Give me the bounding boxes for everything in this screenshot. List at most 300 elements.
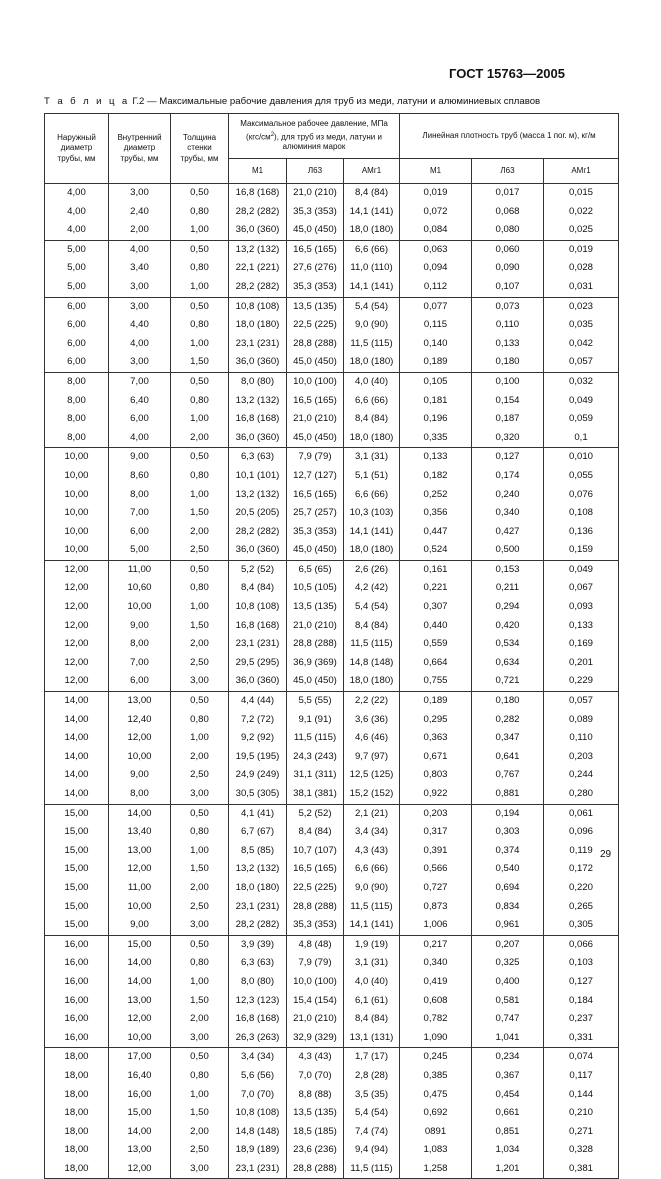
cell-wall-thickness: 0,50: [171, 184, 229, 203]
cell-pressure-m1: 13,2 (132): [229, 860, 287, 879]
cell-density-m1: 0,566: [400, 860, 472, 879]
table-row: [45, 898, 619, 917]
table-row: [45, 259, 619, 278]
cell-pressure-amg1: 10,3 (103): [344, 504, 400, 523]
cell-inner-diameter: 10,00: [109, 1029, 171, 1048]
cell-density-l63: 0,060: [472, 240, 544, 259]
cell-inner-diameter: 3,00: [109, 184, 171, 203]
cell-inner-diameter: 6,00: [109, 410, 171, 429]
caption-prefix: Т а б л и ц а: [44, 96, 130, 107]
cell-density-amg1: 0,093: [544, 598, 619, 617]
cell-wall-thickness: 0,80: [171, 711, 229, 730]
table-row: [45, 504, 619, 523]
cell-density-amg1: 0,280: [544, 785, 619, 804]
cell-pressure-amg1: 1,7 (17): [344, 1048, 400, 1067]
cell-pressure-amg1: 9,4 (94): [344, 1141, 400, 1160]
cell-inner-diameter: 17,00: [109, 1048, 171, 1067]
cell-inner-diameter: 7,00: [109, 654, 171, 673]
cell-density-m1: 0,133: [400, 448, 472, 467]
cell-density-l63: 0,320: [472, 429, 544, 448]
cell-inner-diameter: 6,40: [109, 392, 171, 411]
cell-outer-diameter: 18,00: [45, 1160, 109, 1179]
cell-inner-diameter: 13,40: [109, 823, 171, 842]
cell-density-amg1: 0,057: [544, 353, 619, 372]
cell-density-m1: 0,203: [400, 804, 472, 823]
cell-inner-diameter: 3,00: [109, 297, 171, 316]
cell-pressure-m1: 6,3 (63): [229, 448, 287, 467]
cell-wall-thickness: 0,50: [171, 1048, 229, 1067]
cell-wall-thickness: 1,00: [171, 729, 229, 748]
cell-density-amg1: 0,117: [544, 1067, 619, 1086]
cell-density-m1: 0,317: [400, 823, 472, 842]
cell-density-amg1: 0,076: [544, 486, 619, 505]
cell-inner-diameter: 10,00: [109, 598, 171, 617]
table-row: [45, 973, 619, 992]
table-caption: [44, 96, 540, 107]
cell-pressure-l63: 8,8 (88): [287, 1086, 344, 1105]
cell-pressure-l63: 13,5 (135): [287, 598, 344, 617]
cell-pressure-m1: 30,5 (305): [229, 785, 287, 804]
col-wall-thickness: Толщина стенки трубы, мм: [171, 114, 229, 184]
cell-inner-diameter: 4,40: [109, 316, 171, 335]
cell-pressure-amg1: 3,5 (35): [344, 1086, 400, 1105]
cell-inner-diameter: 3,00: [109, 278, 171, 297]
table-row: [45, 579, 619, 598]
standard-number: ГОСТ 15763—2005: [449, 66, 565, 81]
cell-pressure-m1: 26,3 (263): [229, 1029, 287, 1048]
cell-wall-thickness: 1,00: [171, 278, 229, 297]
cell-outer-diameter: 10,00: [45, 523, 109, 542]
cell-outer-diameter: 4,00: [45, 221, 109, 240]
cell-pressure-l63: 21,0 (210): [287, 617, 344, 636]
cell-density-l63: 1,041: [472, 1029, 544, 1048]
cell-pressure-l63: 38,1 (381): [287, 785, 344, 804]
table-row: [45, 184, 619, 203]
cell-density-l63: 0,282: [472, 711, 544, 730]
table-row: [45, 654, 619, 673]
cell-pressure-m1: 18,0 (180): [229, 316, 287, 335]
cell-density-m1: 0,063: [400, 240, 472, 259]
cell-wall-thickness: 2,50: [171, 654, 229, 673]
cell-pressure-amg1: 4,3 (43): [344, 842, 400, 861]
cell-density-m1: 0,559: [400, 635, 472, 654]
cell-outer-diameter: 12,00: [45, 598, 109, 617]
cell-pressure-amg1: 3,1 (31): [344, 448, 400, 467]
cell-inner-diameter: 3,40: [109, 259, 171, 278]
cell-pressure-l63: 45,0 (450): [287, 672, 344, 691]
table-row: [45, 823, 619, 842]
cell-density-amg1: 0,010: [544, 448, 619, 467]
table-row: [45, 278, 619, 297]
table-row: [45, 729, 619, 748]
cell-pressure-m1: 8,0 (80): [229, 973, 287, 992]
cell-pressure-m1: 16,8 (168): [229, 617, 287, 636]
cell-density-l63: 0,180: [472, 692, 544, 711]
cell-density-amg1: 0,159: [544, 541, 619, 560]
cell-pressure-l63: 21,0 (210): [287, 410, 344, 429]
cell-pressure-amg1: 11,5 (115): [344, 635, 400, 654]
cell-wall-thickness: 0,50: [171, 935, 229, 954]
cell-wall-thickness: 0,80: [171, 954, 229, 973]
cell-outer-diameter: 18,00: [45, 1048, 109, 1067]
table-row: [45, 748, 619, 767]
cell-pressure-m1: 23,1 (231): [229, 335, 287, 354]
cell-inner-diameter: 14,00: [109, 973, 171, 992]
cell-density-l63: 0,500: [472, 541, 544, 560]
cell-outer-diameter: 18,00: [45, 1067, 109, 1086]
pressure-table: [44, 113, 619, 1179]
cell-inner-diameter: 14,00: [109, 804, 171, 823]
cell-pressure-l63: 22,5 (225): [287, 316, 344, 335]
table-row: [45, 1086, 619, 1105]
cell-inner-diameter: 11,00: [109, 879, 171, 898]
cell-pressure-l63: 4,3 (43): [287, 1048, 344, 1067]
cell-density-m1: 1,090: [400, 1029, 472, 1048]
cell-density-m1: 0,335: [400, 429, 472, 448]
cell-pressure-m1: 6,7 (67): [229, 823, 287, 842]
cell-outer-diameter: 14,00: [45, 729, 109, 748]
cell-density-amg1: 0,074: [544, 1048, 619, 1067]
cell-density-l63: 0,540: [472, 860, 544, 879]
cell-density-amg1: 0,061: [544, 804, 619, 823]
cell-pressure-l63: 10,0 (100): [287, 372, 344, 391]
cell-density-m1: 0,112: [400, 278, 472, 297]
cell-pressure-l63: 7,0 (70): [287, 1067, 344, 1086]
cell-pressure-m1: 4,4 (44): [229, 692, 287, 711]
cell-wall-thickness: 3,00: [171, 1029, 229, 1048]
cell-inner-diameter: 15,00: [109, 935, 171, 954]
cell-density-m1: 0,189: [400, 353, 472, 372]
cell-pressure-amg1: 18,0 (180): [344, 541, 400, 560]
table-row: [45, 1160, 619, 1179]
cell-inner-diameter: 16,00: [109, 1086, 171, 1105]
cell-wall-thickness: 2,00: [171, 1010, 229, 1029]
cell-density-amg1: 0,144: [544, 1086, 619, 1105]
cell-inner-diameter: 9,00: [109, 916, 171, 935]
cell-pressure-l63: 12,7 (127): [287, 467, 344, 486]
cell-density-l63: 0,420: [472, 617, 544, 636]
table-row: [45, 541, 619, 560]
cell-wall-thickness: 3,00: [171, 916, 229, 935]
cell-inner-diameter: 12,00: [109, 729, 171, 748]
cell-pressure-amg1: 2,2 (22): [344, 692, 400, 711]
table-row: [45, 335, 619, 354]
cell-density-amg1: 0,089: [544, 711, 619, 730]
cell-outer-diameter: 15,00: [45, 860, 109, 879]
cell-outer-diameter: 8,00: [45, 392, 109, 411]
cell-inner-diameter: 15,00: [109, 1104, 171, 1123]
table-row: [45, 448, 619, 467]
cell-pressure-m1: 36,0 (360): [229, 429, 287, 448]
cell-density-amg1: 0,1: [544, 429, 619, 448]
cell-pressure-m1: 8,0 (80): [229, 372, 287, 391]
cell-pressure-l63: 22,5 (225): [287, 879, 344, 898]
cell-pressure-amg1: 14,1 (141): [344, 523, 400, 542]
cell-pressure-m1: 28,2 (282): [229, 916, 287, 935]
cell-outer-diameter: 10,00: [45, 541, 109, 560]
cell-wall-thickness: 1,50: [171, 353, 229, 372]
cell-pressure-l63: 4,8 (48): [287, 935, 344, 954]
cell-pressure-amg1: 12,5 (125): [344, 766, 400, 785]
cell-density-m1: 0,385: [400, 1067, 472, 1086]
cell-wall-thickness: 0,80: [171, 392, 229, 411]
cell-pressure-m1: 13,2 (132): [229, 240, 287, 259]
cell-inner-diameter: 8,00: [109, 635, 171, 654]
cell-pressure-l63: 10,5 (105): [287, 579, 344, 598]
cell-pressure-l63: 45,0 (450): [287, 541, 344, 560]
cell-pressure-amg1: 15,2 (152): [344, 785, 400, 804]
row-group: [45, 1048, 619, 1179]
cell-density-m1: 0,252: [400, 486, 472, 505]
cell-pressure-l63: 21,0 (210): [287, 1010, 344, 1029]
table-row: [45, 1104, 619, 1123]
cell-pressure-l63: 21,0 (210): [287, 184, 344, 203]
cell-pressure-amg1: 8,4 (84): [344, 184, 400, 203]
cell-outer-diameter: 5,00: [45, 259, 109, 278]
cell-inner-diameter: 4,00: [109, 335, 171, 354]
table-row: [45, 879, 619, 898]
cell-pressure-l63: 18,5 (185): [287, 1123, 344, 1142]
cell-density-m1: 0,664: [400, 654, 472, 673]
cell-pressure-l63: 15,4 (154): [287, 992, 344, 1011]
cell-density-l63: 0,340: [472, 504, 544, 523]
cell-pressure-m1: 16,8 (168): [229, 410, 287, 429]
cell-pressure-l63: 24,3 (243): [287, 748, 344, 767]
cell-density-m1: 0,922: [400, 785, 472, 804]
cell-pressure-amg1: 14,1 (141): [344, 278, 400, 297]
cell-inner-diameter: 4,00: [109, 429, 171, 448]
cell-pressure-l63: 16,5 (165): [287, 240, 344, 259]
cell-pressure-amg1: 14,1 (141): [344, 916, 400, 935]
cell-density-l63: 0,581: [472, 992, 544, 1011]
cell-pressure-amg1: 6,1 (61): [344, 992, 400, 1011]
cell-wall-thickness: 1,00: [171, 842, 229, 861]
table-row: [45, 916, 619, 935]
cell-pressure-m1: 8,5 (85): [229, 842, 287, 861]
cell-density-l63: 0,767: [472, 766, 544, 785]
cell-density-amg1: 0,059: [544, 410, 619, 429]
cell-pressure-m1: 23,1 (231): [229, 898, 287, 917]
cell-wall-thickness: 1,00: [171, 1086, 229, 1105]
cell-density-m1: 0,363: [400, 729, 472, 748]
cell-density-l63: 0,187: [472, 410, 544, 429]
cell-outer-diameter: 12,00: [45, 617, 109, 636]
cell-outer-diameter: 8,00: [45, 372, 109, 391]
cell-pressure-amg1: 1,9 (19): [344, 935, 400, 954]
cell-pressure-amg1: 5,4 (54): [344, 1104, 400, 1123]
cell-outer-diameter: 15,00: [45, 823, 109, 842]
caption-text: Г.2 — Максимальные рабочие давления для труб из меди, латуни и алюминиевых сплавов: [129, 96, 541, 107]
cell-density-amg1: 0,271: [544, 1123, 619, 1142]
cell-pressure-l63: 11,5 (115): [287, 729, 344, 748]
cell-inner-diameter: 2,00: [109, 221, 171, 240]
cell-density-l63: 0,068: [472, 203, 544, 222]
cell-density-l63: 0,180: [472, 353, 544, 372]
cell-density-l63: 0,747: [472, 1010, 544, 1029]
cell-density-m1: 0,671: [400, 748, 472, 767]
cell-density-amg1: 0,049: [544, 560, 619, 579]
cell-pressure-m1: 10,8 (108): [229, 598, 287, 617]
cell-density-amg1: 0,096: [544, 823, 619, 842]
cell-pressure-m1: 5,6 (56): [229, 1067, 287, 1086]
row-group: [45, 935, 619, 1048]
cell-pressure-l63: 25,7 (257): [287, 504, 344, 523]
cell-pressure-amg1: 2,6 (26): [344, 560, 400, 579]
cell-pressure-m1: 13,2 (132): [229, 392, 287, 411]
cell-inner-diameter: 11,00: [109, 560, 171, 579]
table-row: [45, 372, 619, 391]
cell-density-l63: 0,294: [472, 598, 544, 617]
cell-pressure-l63: 31,1 (311): [287, 766, 344, 785]
cell-density-m1: 0,608: [400, 992, 472, 1011]
cell-outer-diameter: 10,00: [45, 504, 109, 523]
cell-density-l63: 0,834: [472, 898, 544, 917]
cell-density-m1: 0,105: [400, 372, 472, 391]
cell-wall-thickness: 2,50: [171, 1141, 229, 1160]
cell-density-l63: 0,090: [472, 259, 544, 278]
cell-pressure-amg1: 4,0 (40): [344, 973, 400, 992]
cell-density-m1: 0,182: [400, 467, 472, 486]
cell-density-l63: 0,454: [472, 1086, 544, 1105]
cell-inner-diameter: 8,00: [109, 785, 171, 804]
cell-density-amg1: 0,031: [544, 278, 619, 297]
table-row: [45, 992, 619, 1011]
cell-wall-thickness: 0,80: [171, 259, 229, 278]
cell-wall-thickness: 1,00: [171, 410, 229, 429]
cell-pressure-amg1: 18,0 (180): [344, 672, 400, 691]
table-row: [45, 560, 619, 579]
cell-outer-diameter: 18,00: [45, 1086, 109, 1105]
cell-pressure-m1: 29,5 (295): [229, 654, 287, 673]
cell-density-m1: 0,727: [400, 879, 472, 898]
cell-pressure-amg1: 8,4 (84): [344, 617, 400, 636]
cell-inner-diameter: 7,00: [109, 504, 171, 523]
cell-density-l63: 0,107: [472, 278, 544, 297]
cell-pressure-m1: 18,0 (180): [229, 879, 287, 898]
col-pressure-m1: М1: [229, 159, 287, 184]
cell-pressure-m1: 16,8 (168): [229, 1010, 287, 1029]
cell-pressure-amg1: 18,0 (180): [344, 429, 400, 448]
cell-inner-diameter: 10,60: [109, 579, 171, 598]
cell-pressure-amg1: 8,4 (84): [344, 1010, 400, 1029]
cell-pressure-m1: 28,2 (282): [229, 278, 287, 297]
cell-pressure-l63: 13,5 (135): [287, 1104, 344, 1123]
cell-density-l63: 0,347: [472, 729, 544, 748]
cell-pressure-amg1: 3,6 (36): [344, 711, 400, 730]
cell-density-l63: 0,534: [472, 635, 544, 654]
cell-pressure-amg1: 9,0 (90): [344, 316, 400, 335]
cell-density-m1: 0,803: [400, 766, 472, 785]
cell-density-l63: 0,017: [472, 184, 544, 203]
cell-pressure-m1: 13,2 (132): [229, 486, 287, 505]
cell-inner-diameter: 4,00: [109, 240, 171, 259]
cell-wall-thickness: 1,00: [171, 973, 229, 992]
cell-wall-thickness: 3,00: [171, 1160, 229, 1179]
cell-pressure-amg1: 11,0 (110): [344, 259, 400, 278]
cell-pressure-m1: 7,2 (72): [229, 711, 287, 730]
table-row: [45, 410, 619, 429]
cell-pressure-l63: 16,5 (165): [287, 486, 344, 505]
cell-outer-diameter: 8,00: [45, 410, 109, 429]
cell-outer-diameter: 12,00: [45, 560, 109, 579]
cell-outer-diameter: 12,00: [45, 654, 109, 673]
cell-density-l63: 0,881: [472, 785, 544, 804]
cell-outer-diameter: 6,00: [45, 353, 109, 372]
cell-outer-diameter: 6,00: [45, 316, 109, 335]
row-group: [45, 297, 619, 372]
cell-density-l63: 0,427: [472, 523, 544, 542]
cell-wall-thickness: 0,50: [171, 804, 229, 823]
cell-outer-diameter: 4,00: [45, 184, 109, 203]
col-density-l63: Л63: [472, 159, 544, 184]
cell-density-amg1: 0,133: [544, 617, 619, 636]
cell-density-amg1: 0,019: [544, 240, 619, 259]
cell-density-l63: 0,110: [472, 316, 544, 335]
cell-density-l63: 0,080: [472, 221, 544, 240]
page-number: 29: [600, 849, 612, 860]
cell-outer-diameter: 12,00: [45, 635, 109, 654]
cell-outer-diameter: 15,00: [45, 842, 109, 861]
cell-pressure-amg1: 6,6 (66): [344, 392, 400, 411]
cell-pressure-l63: 9,1 (91): [287, 711, 344, 730]
cell-pressure-amg1: 11,5 (115): [344, 335, 400, 354]
cell-density-m1: 0,356: [400, 504, 472, 523]
cell-outer-diameter: 14,00: [45, 785, 109, 804]
cell-wall-thickness: 1,00: [171, 598, 229, 617]
cell-density-amg1: 0,066: [544, 935, 619, 954]
cell-density-amg1: 0,203: [544, 748, 619, 767]
cell-pressure-l63: 45,0 (450): [287, 221, 344, 240]
cell-pressure-amg1: 9,7 (97): [344, 748, 400, 767]
cell-density-m1: 0,084: [400, 221, 472, 240]
cell-inner-diameter: 9,00: [109, 766, 171, 785]
cell-density-amg1: 0,265: [544, 898, 619, 917]
cell-density-l63: 0,641: [472, 748, 544, 767]
cell-pressure-l63: 35,3 (353): [287, 916, 344, 935]
cell-pressure-l63: 45,0 (450): [287, 429, 344, 448]
cell-wall-thickness: 2,50: [171, 898, 229, 917]
cell-pressure-amg1: 7,4 (74): [344, 1123, 400, 1142]
cell-density-amg1: 0,049: [544, 392, 619, 411]
cell-wall-thickness: 1,00: [171, 221, 229, 240]
cell-density-m1: 0,140: [400, 335, 472, 354]
table-row: [45, 392, 619, 411]
cell-pressure-m1: 20,5 (205): [229, 504, 287, 523]
cell-density-m1: 0,019: [400, 184, 472, 203]
cell-inner-diameter: 10,00: [109, 898, 171, 917]
cell-density-amg1: 0,210: [544, 1104, 619, 1123]
cell-density-m1: 0,782: [400, 1010, 472, 1029]
cell-pressure-l63: 5,2 (52): [287, 804, 344, 823]
cell-outer-diameter: 12,00: [45, 672, 109, 691]
cell-density-m1: 1,083: [400, 1141, 472, 1160]
table-row: [45, 467, 619, 486]
cell-inner-diameter: 12,00: [109, 1010, 171, 1029]
cell-pressure-m1: 3,9 (39): [229, 935, 287, 954]
cell-inner-diameter: 13,00: [109, 842, 171, 861]
table-row: [45, 860, 619, 879]
cell-pressure-l63: 28,8 (288): [287, 335, 344, 354]
cell-density-m1: 0891: [400, 1123, 472, 1142]
cell-outer-diameter: 18,00: [45, 1141, 109, 1160]
cell-outer-diameter: 16,00: [45, 973, 109, 992]
cell-pressure-l63: 6,5 (65): [287, 560, 344, 579]
cell-density-l63: 0,325: [472, 954, 544, 973]
cell-wall-thickness: 0,50: [171, 240, 229, 259]
table-row: [45, 935, 619, 954]
cell-outer-diameter: 10,00: [45, 467, 109, 486]
table-row: [45, 635, 619, 654]
